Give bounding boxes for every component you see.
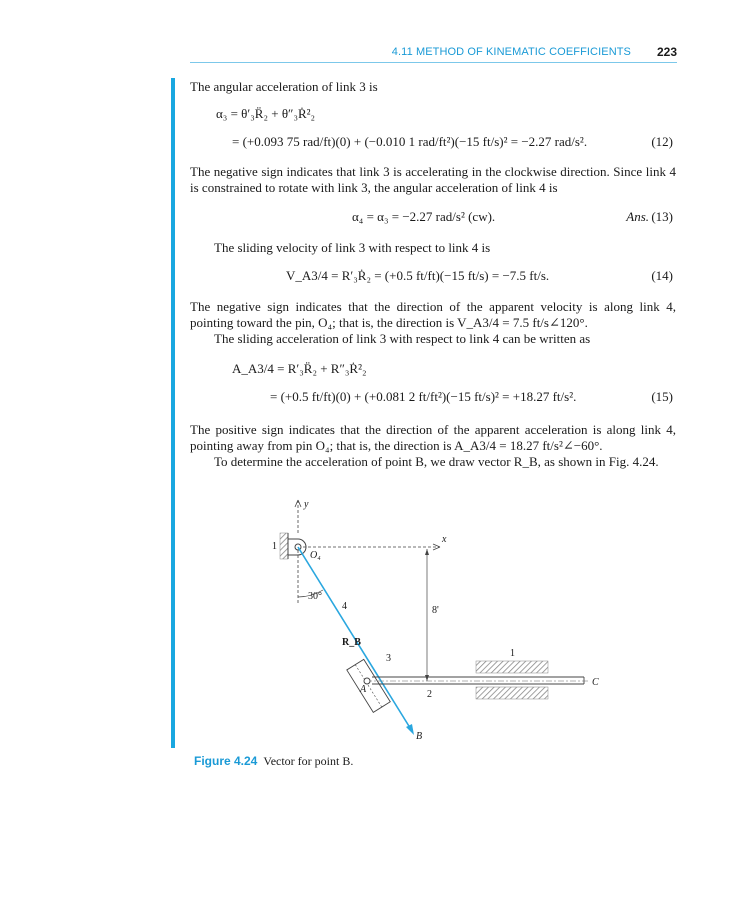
a-label: A [360, 684, 367, 695]
link3-label: 3 [386, 653, 391, 664]
section-title: 4.11 METHOD OF KINEMATIC COEFFICIENTS [391, 46, 631, 58]
vector-rb-arrowhead [406, 724, 414, 735]
dimension-arrow-bottom [425, 675, 429, 681]
x-axis-arrow-down [433, 547, 440, 550]
page-number: 223 [656, 45, 677, 59]
x-axis-label: x [442, 534, 447, 545]
figure-caption-text: Vector for point B. [263, 754, 354, 768]
link2-label: 2 [427, 689, 432, 700]
answer-tag: Ans. [626, 209, 649, 224]
y-axis-arrow-left [295, 500, 298, 507]
equation-14-number: (14) [651, 268, 673, 283]
equation-12-number: (12) [651, 134, 673, 149]
equation-12-line1: α₃ = θ′₃R̈₂ + θ″₃Ṙ²₂ [216, 106, 316, 121]
equation-15-line2: = (+0.5 ft/ft)(0) + (+0.081 2 ft/ft²)(−15 ft/s)² = +18.27 ft/s². [270, 389, 577, 404]
equation-15-line1: A_A3/4 = R′₃R̈₂ + R″₃Ṙ²₂ [232, 361, 367, 376]
paragraph-point-b: To determine the acceleration of point B, we draw vector R_B, as shown in Fig. 4.24. [214, 454, 659, 469]
paragraph-sliding-accel: The sliding acceleration of link 3 with respect to link 4 can be written as [214, 331, 591, 346]
ground-right-bottom [476, 687, 548, 699]
ground-left-label: 1 [272, 541, 277, 552]
paragraph-angular-accel-intro: The angular acceleration of link 3 is [190, 79, 378, 94]
ground-right-label: 1 [510, 648, 515, 659]
paragraph-apparent-accel: The positive sign indicates that the direction of the apparent acceleration is along link 4, pointing away from pin O₄; that is, the direction is A_A3/4 = 18.27 ft/s²∠−60°. [190, 422, 676, 453]
running-header [190, 44, 677, 63]
c-label: C [592, 677, 599, 688]
ground-left [280, 533, 288, 559]
equation-15-number: (15) [651, 389, 673, 404]
figure-4-24-diagram [250, 495, 630, 755]
x-axis-arrow-up [433, 544, 440, 547]
angle-label: 30° [308, 591, 322, 602]
equation-13: α₄ = α₃ = −2.27 rad/s² (cw). [352, 209, 496, 224]
equation-13-number: (13) [651, 209, 673, 224]
b-label: B [416, 731, 423, 742]
y-axis-arrow-right [298, 500, 301, 507]
dimension-arrow-top [425, 549, 429, 555]
y-axis-label: y [304, 499, 309, 510]
paragraph-sliding-velocity: The sliding velocity of link 3 with respect to link 4 is [214, 240, 491, 255]
paragraph-clockwise: The negative sign indicates that link 3 is accelerating in the clockwise direction. Since link 4 is constrained to rotate with link 3, the angular acceleration of link 4 is [190, 164, 676, 195]
equation-14: V_A3/4 = R′₃Ṙ₂ = (+0.5 ft/ft)(−15 ft/s) = −7.5 ft/s. [286, 268, 550, 283]
o4-label: O₄ [310, 550, 321, 561]
figure-caption [194, 754, 353, 769]
paragraph-apparent-velocity: The negative sign indicates that the direction of the apparent velocity is along link 4, pointing toward the pin, O₄; that is, the direction is V_A3/4 = 7.5 ft/s∠120°. [190, 299, 676, 330]
margin-rule [171, 78, 175, 748]
ground-right-top [476, 661, 548, 673]
figure-caption-label: Figure 4.24 [194, 754, 258, 768]
dimension-label: 8' [432, 605, 439, 616]
rb-label: R_B [342, 637, 361, 648]
link4-label: 4 [342, 601, 347, 612]
equation-12-line2: = (+0.093 75 rad/ft)(0) + (−0.010 1 rad/ft²)(−15 ft/s)² = −2.27 rad/s². [232, 134, 588, 149]
